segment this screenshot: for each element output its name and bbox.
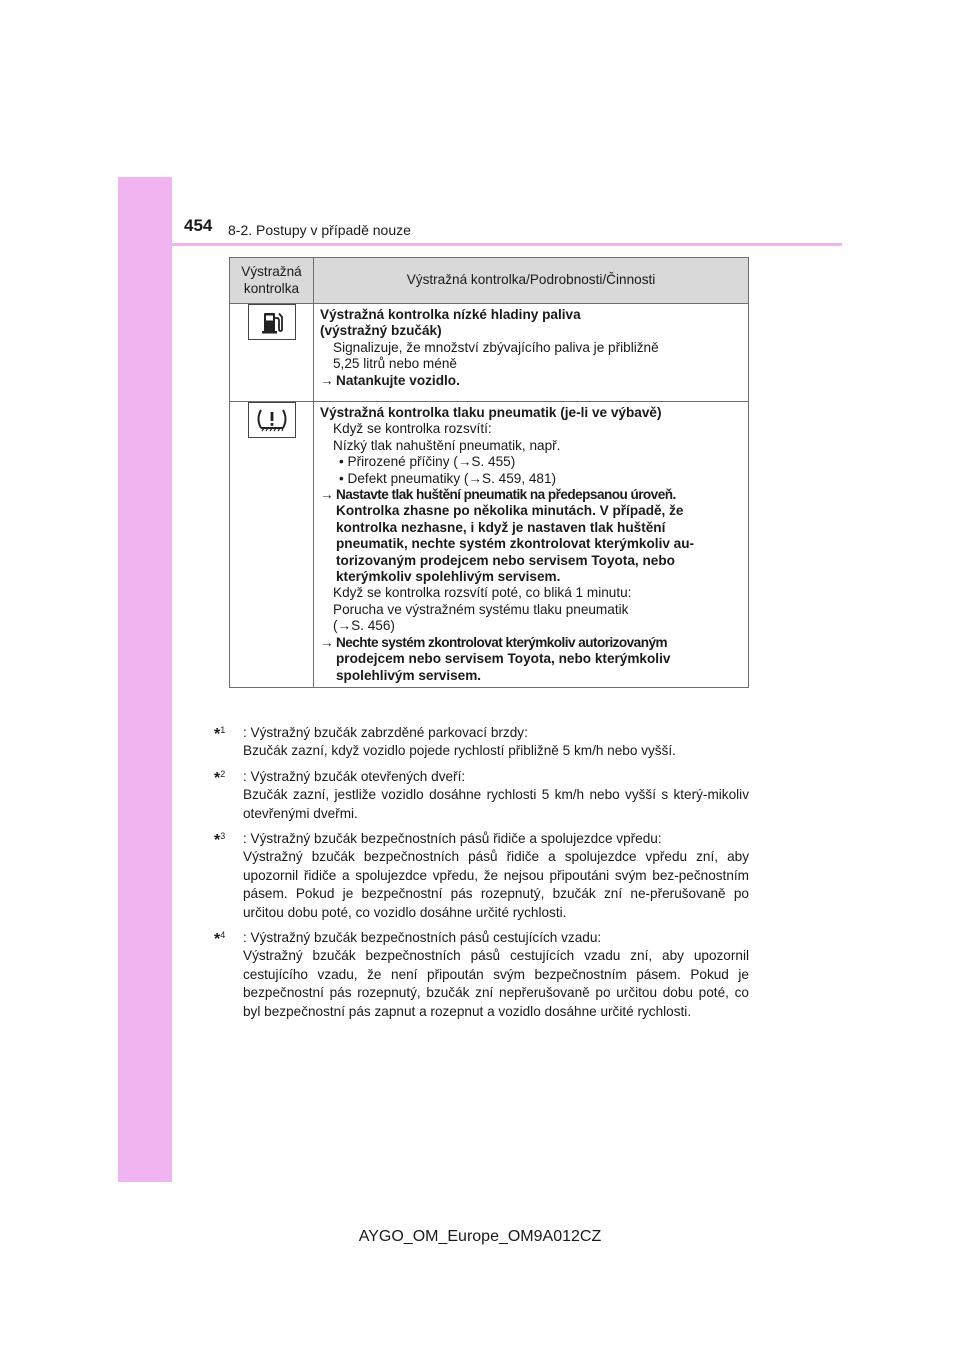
action-text: spolehlivým servisem.	[336, 667, 482, 683]
side-color-bar	[118, 177, 172, 1182]
header-rule	[172, 243, 842, 246]
action-text: prodejcem nebo servisem Toyota, nebo kterýmkoliv	[336, 651, 671, 667]
footnote	[214, 768, 749, 823]
footnote-text: Výstražný bzučák bezpečnostních pásů řidiče a spolujezdce vpředu zní, aby upozornil řidiče a spolujezdce vpředu, že nejsou připoutáni svým bez-pečnostním pásem. Pokud je bezpečnostní pás rozepnutý, bzučák zní ne-přerušovaně po určitou dobu poté, co vozidlo dosáhne určité rychlosti.	[243, 849, 749, 920]
icon-cell	[230, 304, 314, 402]
row-action	[320, 635, 745, 684]
action-text: Natankujte vozidlo.	[336, 372, 460, 388]
document-id: AYGO_OM_Europe_OM9A012CZ	[358, 1228, 602, 1245]
action-text: Nechte systém zkontrolovat kterýmkoliv autorizovaným	[336, 634, 667, 650]
row-bullet: • Přirozené příčiny (→S. 455)	[339, 454, 516, 470]
footnote-heading: : Výstražný bzučák bezpečnostních pásů cestujících vzadu:	[243, 930, 602, 946]
icon-cell	[230, 402, 314, 688]
footnote-mark: *$^2$	[214, 768, 226, 787]
row-desc-tire	[314, 402, 749, 688]
footnote-text: Bzučák zazní, jestliže vozidlo dosáhne rychlosti 5 km/h nebo vyšší s který-mikoliv otevřenými dveřmi.	[243, 787, 749, 821]
row-text: Nízký tlak nahuštění pneumatik, např.	[333, 437, 561, 453]
footnote-mark: *$^1$	[214, 725, 226, 743]
action-text: Nastavte tlak huštění pneumatik na předepsanou úroveň.	[336, 487, 676, 503]
table-header-row	[230, 258, 749, 304]
row-action	[320, 373, 745, 389]
footnote	[214, 724, 749, 761]
row-text: (→S. 456)	[333, 618, 395, 634]
row-text: Když se kontrolka rozsvítí poté, co bliká 1 minutu:	[333, 585, 632, 601]
table-row	[230, 304, 749, 402]
footnote-mark: *$^4$	[214, 930, 226, 949]
row-text: Porucha ve výstražném systému tlaku pneumatik	[333, 601, 629, 617]
row-subtitle: (výstražný bzučák)	[320, 323, 442, 339]
action-text: kterýmkoliv spolehlivým servisem.	[336, 569, 561, 585]
footnote	[214, 830, 749, 922]
footnote-text: Výstražný bzučák bezpečnostních pásů cestujících vzadu zní, aby upozornil cestujícího vzadu, že není připoután svým bezpečnostním pásem. Pokud je bezpečnostní pás rozepnutý, bzučák zní nepřerušovaně po určitou dobu poté, co byl bezpečnostní pás zapnut a rozepnut a vozidlo dosáhne určité rychlosti.	[243, 948, 749, 1019]
row-text: 5,25 litrů nebo méně	[333, 356, 457, 372]
footnotes	[214, 724, 749, 1028]
footnote-text: Bzučák zazní, když vozidlo pojede rychlostí přibližně 5 km/h nebo vyšší.	[243, 743, 676, 759]
action-text: Kontrolka zhasne po několika minutách. V případě, že	[336, 503, 684, 519]
row-text: Když se kontrolka rozsvítí:	[333, 421, 492, 437]
action-text: pneumatik, nechte systém zkontrolovat kterýmkoliv au-	[336, 536, 695, 552]
arrow-icon: →	[320, 372, 334, 388]
arrow-icon: →	[320, 487, 334, 503]
tire-pressure-icon	[248, 402, 296, 438]
arrow-icon: →	[320, 634, 334, 650]
footnote-mark: *$^3$	[214, 831, 226, 850]
row-desc-fuel	[314, 304, 749, 402]
row-title: Výstražná kontrolka tlaku pneumatik (je-li ve výbavě)	[320, 405, 662, 420]
footnote-heading: : Výstražný bzučák otevřených dveří:	[243, 768, 466, 784]
footnote	[214, 929, 749, 1021]
header-details: Výstražná kontrolka/Podrobnosti/Činnosti	[314, 258, 749, 304]
low-fuel-icon	[248, 304, 296, 340]
row-bullet: • Defekt pneumatiky (→S. 459, 481)	[339, 470, 557, 486]
row-text: Signalizuje, že množství zbývajícího paliva je přibližně	[333, 339, 659, 355]
action-text: kontrolka nezhasne, i když je nastaven tlak huštění	[336, 519, 666, 535]
footnote-heading: : Výstražný bzučák zabrzděné parkovací brzdy:	[243, 725, 528, 740]
action-text: torizovaným prodejcem nebo servisem Toyota, nebo	[336, 552, 675, 568]
page-number: 454	[184, 216, 213, 235]
section-title: 8-2. Postupy v případě nouze	[228, 222, 411, 238]
row-action	[320, 487, 745, 585]
row-title: Výstražná kontrolka nízké hladiny paliva	[320, 307, 581, 322]
header-warning-light: Výstražná kontrolka	[230, 258, 314, 304]
footnote-heading: : Výstražný bzučák bezpečnostních pásů řidiče a spolujezdce vpředu:	[243, 831, 662, 847]
table-row	[230, 402, 749, 688]
warning-light-table	[229, 257, 749, 688]
